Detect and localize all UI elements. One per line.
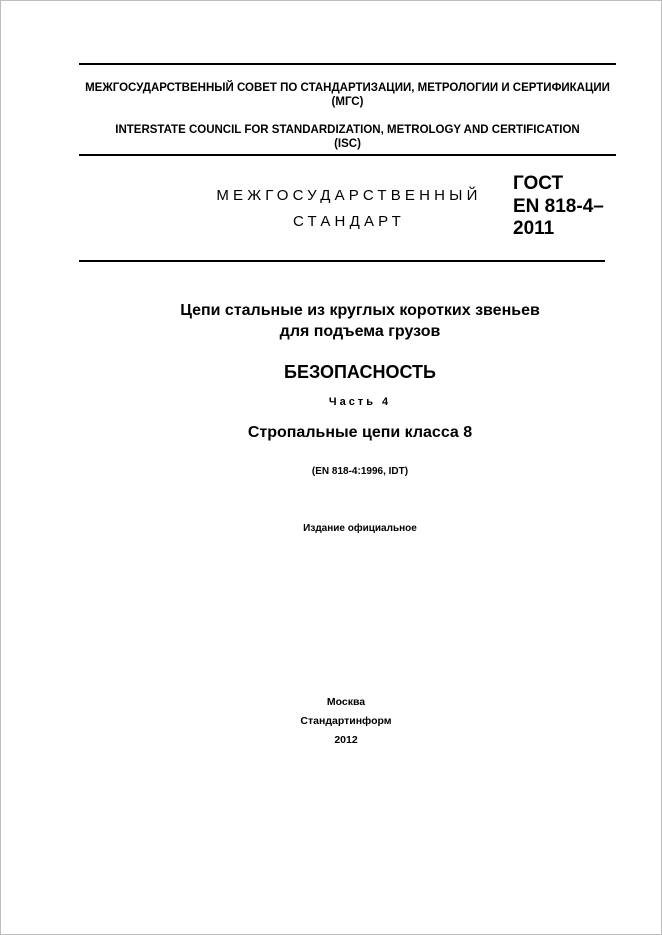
edition-label: Издание официальное xyxy=(303,523,417,534)
standard-type-line1: МЕЖГОСУДАРСТВЕННЫЙ xyxy=(216,187,482,204)
document-title-line1: Цепи стальные из круглых коротких звеньев xyxy=(180,302,540,319)
document-subtitle: Стропальные цепи класса 8 xyxy=(247,424,473,441)
council-abbr-en: (ISC) xyxy=(334,138,361,150)
standard-divider xyxy=(79,260,605,262)
safety-heading: БЕЗОПАСНОСТЬ xyxy=(284,362,436,382)
standard-type-line2: СТАНДАРТ xyxy=(292,213,406,230)
part-label: Часть 4 xyxy=(328,396,392,408)
imprint-year: 2012 xyxy=(334,734,358,746)
document-title xyxy=(60,300,660,342)
imprint-city: Москва xyxy=(326,696,366,708)
council-name-en xyxy=(79,123,616,151)
standard-code-line1: ГОСТ xyxy=(513,173,564,194)
standard-code xyxy=(513,173,604,241)
council-name-ru-line1: МЕЖГОСУДАРСТВЕННЫЙ СОВЕТ ПО СТАНДАРТИЗАЦИИ, МЕТРОЛОГИИ И СЕРТИФИКАЦИИ xyxy=(85,82,610,94)
council-abbr-ru: (МГС) xyxy=(331,96,364,108)
reference-standard: (EN 818-4:1996, IDT) xyxy=(311,466,409,477)
standard-code-line3: 2011 xyxy=(513,218,555,239)
council-name-en-line1: INTERSTATE COUNCIL FOR STANDARDIZATION, METROLOGY AND CERTIFICATION xyxy=(115,124,580,136)
document-title-line2: для подъема грузов xyxy=(279,323,441,340)
standard-type xyxy=(199,183,499,235)
top-rule xyxy=(79,63,616,65)
standard-code-line2: EN 818-4– xyxy=(513,195,604,217)
header-divider xyxy=(79,154,616,156)
council-name-ru xyxy=(79,81,616,109)
imprint-publisher: Стандартинформ xyxy=(300,715,392,727)
